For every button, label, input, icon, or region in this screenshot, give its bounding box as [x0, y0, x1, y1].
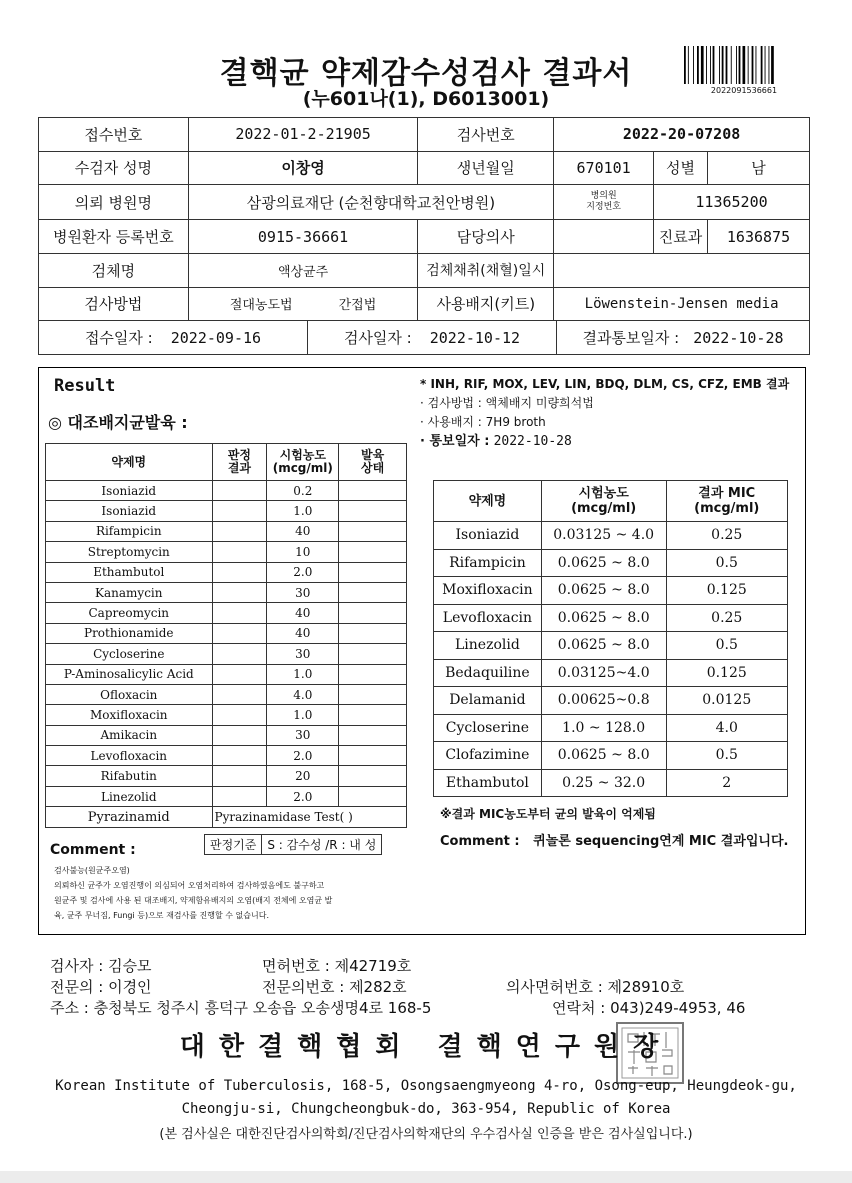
t2-row — [434, 769, 788, 797]
barcode — [684, 46, 804, 84]
t2-drug: Bedaquiline — [434, 659, 542, 687]
t2-mic: 0.25 — [666, 522, 787, 550]
t2-header-mic-1: 결과 MIC — [698, 486, 756, 501]
pza-drug: Pyrazinamid — [46, 807, 213, 828]
t2-range: 0.00625~0.8 — [541, 687, 666, 715]
t2-header-mic-2: (mcg/ml) — [694, 501, 760, 516]
t1-growth — [339, 603, 407, 623]
spec-no-label: 전문의번호 : — [262, 978, 345, 996]
sex: 남 — [708, 151, 810, 185]
t2-mic: 0.125 — [666, 659, 787, 687]
t1-conc: 10 — [267, 542, 339, 562]
doctor-license-row — [506, 976, 684, 997]
t1-drug: Linezolid — [46, 786, 213, 806]
barcode-bar — [731, 46, 732, 84]
note-line: 원균주 및 검사에 사용 된 대조배지, 약제함유배지의 오염(배지 전체에 오염균 발 — [54, 896, 333, 905]
t1-header-growth — [339, 444, 407, 481]
mic-drug-list: * INH, RIF, MOX, LEV, LIN, BDQ, DLM, CS, CFZ, EMB 결과 — [420, 377, 790, 391]
mic-report-label: · 통보일자 : — [420, 434, 490, 449]
t1-judge — [212, 664, 267, 684]
t1-conc: 40 — [267, 623, 339, 643]
specialist-name: 이경인 — [108, 978, 152, 996]
t1-growth — [339, 644, 407, 664]
t1-conc: 40 — [267, 603, 339, 623]
reception-no: 2022-01-2-21905 — [188, 118, 418, 152]
t2-header-mic — [666, 481, 787, 522]
criteria-box — [204, 834, 382, 855]
t1-drug: Rifampicin — [46, 521, 213, 541]
t1-judge — [212, 542, 267, 562]
result-title: Result — [54, 376, 116, 396]
t2-range: 0.0625 ~ 8.0 — [541, 604, 666, 632]
barcode-bar — [748, 46, 749, 84]
specimen: 액상균주 — [188, 254, 418, 288]
t1-judge — [212, 481, 267, 501]
doctor-license-label: 의사면허번호 : — [506, 978, 603, 996]
t1-drug: Cycloserine — [46, 644, 213, 664]
t1-row — [46, 521, 407, 541]
t1-conc: 1.0 — [267, 664, 339, 684]
t2-row — [434, 577, 788, 605]
test-no-label: 검사번호 — [418, 118, 554, 152]
english-address-1: Korean Institute of Tuberculosis, 168-5, Osongsaengmyeong 4-ro, Osong-eup, Heungdeok-gu, — [55, 1078, 797, 1094]
t1-judge — [212, 521, 267, 541]
t1-header-growth-1: 발육 — [361, 448, 385, 462]
barcode-bar — [736, 46, 737, 84]
method-label: 검사방법 — [39, 287, 189, 321]
t1-growth — [339, 521, 407, 541]
mic-medium: · 사용배지 : 7H9 broth — [420, 415, 546, 429]
t1-conc: 40 — [267, 521, 339, 541]
t2-row — [434, 687, 788, 715]
t1-drug: Isoniazid — [46, 501, 213, 521]
t1-growth — [339, 705, 407, 725]
t2-header-conc-2: (mcg/ml) — [571, 501, 637, 516]
t2-header-drug: 약제명 — [434, 481, 542, 522]
barcode-bar — [684, 46, 686, 84]
barcode-bar — [697, 46, 699, 84]
t2-header-conc — [541, 481, 666, 522]
barcode-bar — [739, 46, 741, 84]
t1-judge — [212, 562, 267, 582]
test-date-cell — [308, 321, 557, 354]
t2-mic: 0.0125 — [666, 687, 787, 715]
t2-drug: Isoniazid — [434, 522, 542, 550]
medium-label: 사용배지(키트) — [418, 287, 554, 321]
t1-growth — [339, 664, 407, 684]
t1-header-drug: 약제명 — [46, 444, 213, 481]
t1-judge — [212, 705, 267, 725]
t1-growth — [339, 481, 407, 501]
hospital-name: 삼광의료재단 (순천향대학교천안병원) — [188, 185, 553, 220]
t1-row — [46, 766, 407, 786]
receipt-date-cell — [39, 321, 308, 354]
t1-drug: Rifabutin — [46, 766, 213, 786]
doctor-label: 담당의사 — [418, 220, 554, 254]
method-indirect: 간접법 — [338, 298, 377, 314]
t2-range: 0.03125 ~ 4.0 — [541, 522, 666, 550]
t1-growth — [339, 684, 407, 704]
t2-row — [434, 632, 788, 660]
contact: 043)249-4953, 46 — [610, 999, 746, 1017]
criteria-value: S : 감수성 /R : 내 성 — [262, 835, 382, 855]
patient-info-table — [38, 117, 810, 355]
t1-conc: 20 — [267, 766, 339, 786]
t1-conc: 0.2 — [267, 481, 339, 501]
t1-conc: 2.0 — [267, 746, 339, 766]
t1-conc: 30 — [267, 725, 339, 745]
birth-label: 생년월일 — [418, 151, 554, 185]
specialist-row — [50, 976, 152, 997]
t1-row — [46, 542, 407, 562]
mic-comment-text: 퀴놀론 sequencing연계 MIC 결과입니다. — [533, 834, 789, 849]
mic-note: ※결과 MIC농도부터 균의 발육이 억제됨 — [440, 807, 656, 821]
sex-label: 성별 — [654, 151, 708, 185]
t2-range: 0.0625 ~ 8.0 — [541, 549, 666, 577]
t1-row — [46, 644, 407, 664]
t1-judge — [212, 644, 267, 664]
t2-mic: 0.5 — [666, 549, 787, 577]
mic-method: · 검사방법 : 액체배지 미량희석법 — [420, 396, 594, 410]
t1-drug: Capreomycin — [46, 603, 213, 623]
t1-growth — [339, 501, 407, 521]
t1-drug: Kanamycin — [46, 582, 213, 602]
t1-drug: Levofloxacin — [46, 746, 213, 766]
license-label: 면허번호 : — [262, 957, 330, 975]
t1-drug: Ofloxacin — [46, 684, 213, 704]
t1-growth — [339, 746, 407, 766]
t1-growth — [339, 786, 407, 806]
t1-conc: 30 — [267, 644, 339, 664]
t1-judge — [212, 725, 267, 745]
t1-conc: 2.0 — [267, 562, 339, 582]
mic-comment — [440, 830, 788, 849]
t2-mic: 2 — [666, 769, 787, 797]
patient-reg-label: 병원환자 등록번호 — [39, 220, 189, 254]
t1-row — [46, 623, 407, 643]
t2-row — [434, 714, 788, 742]
english-address-2: Cheongju-si, Chungcheongbuk-do, 363-954, Republic of Korea — [181, 1101, 671, 1117]
test-date-label: 검사일자 : — [343, 329, 412, 348]
t2-drug: Rifampicin — [434, 549, 542, 577]
t1-header-conc — [267, 444, 339, 481]
t1-drug: Prothionamide — [46, 623, 213, 643]
t1-row — [46, 562, 407, 582]
address: 충청북도 청주시 흥덕구 오송읍 오송생명4로 168-5 — [93, 999, 432, 1017]
barcode-bar — [706, 46, 707, 84]
t2-range: 0.03125~4.0 — [541, 659, 666, 687]
receipt-date-label: 접수일자 : — [84, 329, 153, 348]
tester-row — [50, 955, 152, 976]
patient-reg-no: 0915-36661 — [188, 220, 418, 254]
mic-info — [420, 375, 810, 451]
t1-header-judge-1: 판정 — [227, 448, 252, 462]
barcode-bar — [771, 46, 774, 84]
document-title: 결핵균 약제감수성검사 결과서 — [219, 56, 633, 91]
page-edge — [0, 1171, 852, 1183]
birth-date: 670101 — [554, 151, 654, 185]
t2-row — [434, 742, 788, 770]
t2-drug: Clofazimine — [434, 742, 542, 770]
barcode-bar — [743, 46, 746, 84]
t1-judge — [212, 786, 267, 806]
t1-conc: 4.0 — [267, 684, 339, 704]
t1-growth — [339, 562, 407, 582]
t2-mic: 0.5 — [666, 632, 787, 660]
dept-code: 1636875 — [708, 220, 810, 254]
t2-drug: Delamanid — [434, 687, 542, 715]
t2-drug: Ethambutol — [434, 769, 542, 797]
barcode-bar — [726, 46, 728, 84]
contact-label: 연락처 : — [552, 999, 606, 1017]
t1-growth — [339, 582, 407, 602]
t1-row — [46, 786, 407, 806]
hospital-code: 11365200 — [654, 185, 810, 220]
spec-no: 제282호 — [349, 978, 407, 996]
specimen-label: 검체명 — [39, 254, 189, 288]
t2-mic: 0.5 — [666, 742, 787, 770]
t1-conc: 2.0 — [267, 786, 339, 806]
mic-table — [433, 480, 788, 797]
t1-row — [46, 664, 407, 684]
method — [188, 287, 418, 321]
t2-range: 0.0625 ~ 8.0 — [541, 742, 666, 770]
t1-drug: Isoniazid — [46, 481, 213, 501]
t2-drug: Linezolid — [434, 632, 542, 660]
barcode-bar — [756, 46, 757, 84]
note-line: 의뢰하신 균주가 오염진행이 의심되어 오염처리하여 검사하였음에도 불구하고 — [54, 881, 325, 890]
t1-growth — [339, 725, 407, 745]
t1-judge — [212, 746, 267, 766]
test-date: 2022-10-12 — [429, 328, 521, 347]
t2-range: 1.0 ~ 128.0 — [541, 714, 666, 742]
t1-growth — [339, 766, 407, 786]
t1-row — [46, 725, 407, 745]
t2-drug: Moxifloxacin — [434, 577, 542, 605]
mic-comment-label: Comment : — [440, 834, 520, 849]
patient-name: 이창영 — [188, 151, 418, 185]
document-code: (누601나(1), D6013001) — [302, 88, 550, 110]
address-row — [50, 997, 431, 1018]
t2-range: 0.0625 ~ 8.0 — [541, 577, 666, 605]
hospital-label: 의뢰 병원명 — [39, 185, 189, 220]
test-no: 2022-20-07208 — [554, 118, 810, 152]
comment-note — [54, 863, 414, 923]
t1-header-judge-2: 결과 — [227, 461, 252, 475]
barcode-bar — [688, 46, 689, 84]
t2-mic: 0.25 — [666, 604, 787, 632]
barcode-bar — [710, 46, 711, 84]
comment-label: Comment : — [50, 842, 136, 858]
method-absolute: 절대농도법 — [229, 298, 293, 314]
t2-drug: Levofloxacin — [434, 604, 542, 632]
t1-row — [46, 582, 407, 602]
doctor-name — [554, 220, 654, 254]
tester-name: 김승모 — [108, 957, 152, 975]
criteria-label: 판정기준 — [205, 835, 262, 855]
patient-name-label: 수검자 성명 — [39, 151, 189, 185]
report-date: 2022-10-28 — [693, 328, 784, 347]
barcode-bar — [761, 46, 763, 84]
t1-header-conc-1: 시험농도 — [279, 448, 326, 462]
collection-datetime — [554, 254, 810, 288]
barcode-bar — [769, 46, 770, 84]
t2-range: 0.0625 ~ 8.0 — [541, 632, 666, 660]
t1-header-judge — [212, 444, 267, 481]
t2-header-conc-1: 시험농도 — [578, 486, 629, 501]
t2-row — [434, 604, 788, 632]
t1-row — [46, 684, 407, 704]
t1-judge — [212, 766, 267, 786]
t1-drug: Amikacin — [46, 725, 213, 745]
t1-row — [46, 501, 407, 521]
mic-report-date-row — [420, 432, 810, 451]
dates-row — [39, 321, 810, 355]
hospital-code-label-1: 병의원 — [590, 191, 617, 202]
t1-judge — [212, 623, 267, 643]
t1-judge — [212, 684, 267, 704]
t1-row — [46, 746, 407, 766]
barcode-bar — [693, 46, 694, 84]
note-line: 육, 균주 무너짐, Fungi 등)으로 재검사를 진행할 수 없습니다. — [54, 911, 269, 920]
report-date-label: 결과통보일자 : — [582, 329, 680, 348]
spec-no-row — [262, 976, 407, 997]
t2-range: 0.25 ~ 32.0 — [541, 769, 666, 797]
t1-drug: Streptomycin — [46, 542, 213, 562]
note-line: 검사불능(원균주오염) — [54, 866, 130, 875]
medium: Löwenstein-Jensen media — [554, 287, 810, 321]
mic-report-date: 2022-10-28 — [493, 434, 572, 449]
t1-row — [46, 603, 407, 623]
absolute-concentration-table — [45, 443, 407, 828]
t1-conc: 1.0 — [267, 501, 339, 521]
dept-label: 진료과 — [654, 220, 708, 254]
t1-growth — [339, 623, 407, 643]
barcode-bar — [765, 46, 766, 84]
t2-row — [434, 659, 788, 687]
t1-growth — [339, 542, 407, 562]
t1-conc: 1.0 — [267, 705, 339, 725]
tester-label: 검사자 : — [50, 957, 104, 975]
license-row — [262, 955, 411, 976]
certification-note: (본 검사실은 대한진단검사의학회/진단검사의학재단의 우수검사실 인증을 받은 검사실입니다.) — [159, 1127, 693, 1142]
hospital-code-label-2: 지정번호 — [586, 202, 621, 213]
reception-no-label: 접수번호 — [39, 118, 189, 152]
barcode-bar — [722, 46, 724, 84]
t2-row — [434, 522, 788, 550]
t1-drug: Ethambutol — [46, 562, 213, 582]
hospital-code-label — [554, 185, 654, 220]
t1-judge — [212, 603, 267, 623]
report-date-cell — [557, 321, 809, 354]
t1-drug: P-Aminosalicylic Acid — [46, 664, 213, 684]
organization-name: 대한결핵협회 결핵연구원장 — [179, 1032, 673, 1062]
t2-row — [434, 549, 788, 577]
doctor-license-no: 제28910호 — [607, 978, 685, 996]
t2-mic: 4.0 — [666, 714, 787, 742]
t1-header-conc-2: (mcg/ml) — [272, 461, 333, 475]
barcode-bar — [752, 46, 754, 84]
specialist-label: 전문의 : — [50, 978, 104, 996]
t1-conc: 30 — [267, 582, 339, 602]
barcode-bar — [701, 46, 704, 84]
address-label: 주소 : — [50, 999, 89, 1017]
t1-drug: Moxifloxacin — [46, 705, 213, 725]
receipt-date: 2022-09-16 — [170, 328, 262, 347]
t1-judge — [212, 501, 267, 521]
collection-label: 검체채취(채혈)일시 — [418, 254, 554, 288]
t1-row — [46, 481, 407, 501]
contact-row — [552, 997, 745, 1018]
pza-test: Pyrazinamidase Test( ) — [212, 807, 406, 828]
t2-mic: 0.125 — [666, 577, 787, 605]
t1-row — [46, 705, 407, 725]
barcode-bar — [713, 46, 715, 84]
t1-header-growth-2: 상태 — [361, 461, 385, 475]
license-no: 제42719호 — [334, 957, 412, 975]
t1-judge — [212, 582, 267, 602]
t2-drug: Cycloserine — [434, 714, 542, 742]
barcode-bar — [719, 46, 720, 84]
control-growth-label: ◎ 대조배지균발육 : — [48, 413, 188, 432]
barcode-number: 2022091536661 — [710, 86, 778, 95]
